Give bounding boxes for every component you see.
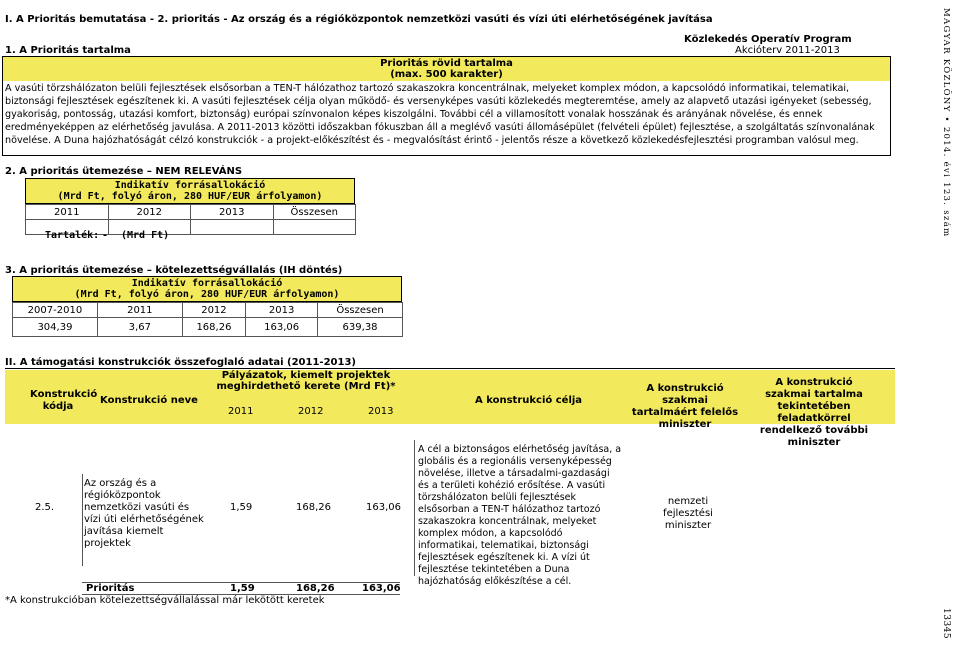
table-cell: 304,39 — [13, 318, 98, 337]
reserve-value: - — [102, 230, 109, 241]
commitment-table — [12, 302, 403, 337]
divider — [414, 440, 415, 576]
allocation-title: Indikatív forrásallokáció — [114, 180, 266, 191]
commitment-subtitle: (Mrd Ft, folyó áron, 280 HUF/EUR árfolyamon) — [74, 289, 340, 300]
table-cell: 639,38 — [318, 318, 403, 337]
divider — [5, 368, 895, 369]
table-cell: 3,67 — [97, 318, 182, 337]
year-header: 2013 — [368, 406, 394, 417]
total-2011: 1,59 — [230, 583, 255, 594]
journal-margin-label: MAGYAR KÖZLÖNY • 2014. évi 123. szám — [941, 8, 951, 238]
row-name: Az ország és a régióközpontok nemzetközi vasúti és vízi úti elérhetőségének javítása kiemelt projektek — [84, 478, 204, 549]
reserve-unit: (Mrd Ft) — [121, 230, 170, 241]
summary-text: A vasúti törzshálózaton belüli fejlesztések elsősorban a TEN-T hálózathoz tartozó szakaszokra koncentrálnak, melyeket komplex módon, a kapcsolódó informatikai, telematikai, biztonsági fejlesztések egészítenek ki. A vasúti fejlesztések célja olyan működő- és versenyképes vasúti közlekedés megteremtése, amely az alapvető utazási igényeket (sebesség, gyakoriság, pontosság, utazási komfort, biztonság) európai színvonalon képes kiszolgálni. További cél a villamosított vonalak hosszának és arányának növelése, és ennek eredményeképpen az elérhetőség javulása. A 2011-2013 közötti időszakban fókuszban áll a meglévő vasúti állomásépület (felvételi épület) fejlesztése, a szolgáltatás színvonalának növelése. A Duna hajózhatóságát célzó konstrukciók - a projekt-előkészítést és - megvalósítást érintő - jelentős része a következő közlekedésfejlesztési programban valósul meg. — [5, 83, 875, 146]
constructions-heading: II. A támogatási konstrukciók összefoglaló adatai (2011-2013) — [5, 357, 356, 368]
commitment-header-box — [12, 276, 402, 302]
col-header: Összesen — [318, 303, 403, 318]
year-header: 2011 — [228, 406, 254, 417]
col-header: 2012 — [108, 205, 191, 220]
col-frame-header: Pályázatok, kiemelt projektek — [221, 370, 391, 381]
year-header: 2012 — [298, 406, 324, 417]
divider — [82, 474, 83, 566]
col-header: 2013 — [246, 303, 318, 318]
commitment-title: Indikatív forrásallokáció — [131, 278, 283, 289]
schedule-heading — [5, 166, 242, 178]
col-header: 2011 — [97, 303, 182, 318]
row-goal: A cél a biztonságos elérhetőség javítása, a globális és a regionális versenyképesség növelése, illetve a társadalmi-gazdasági és a területi kohézió erősítése. A vasúti törzshálózaton belüli fejlesztések elsősorban a TEN-T hálózathoz tartozó szakaszokra koncentrálnak, melyeket komplex módon, a kapcsolódó informatikai, telematikai, biztonsági fejlesztések egészítenek ki. A vízi út fejlesztése tekintetében a Duna hajózhatóság előkészítése a cél. — [418, 444, 622, 587]
table-cell: 163,06 — [246, 318, 318, 337]
summary-title: Prioritás rövid tartalma — [380, 58, 513, 69]
action-plan-label: Akcióterv 2011-2013 — [735, 45, 840, 56]
document-title: I. A Prioritás bemutatása - 2. prioritás - Az ország és a régióközpontok nemzetközi vasúti és vízi úti elérhetőségének javítása — [5, 14, 713, 25]
schedule-heading-emph: NEM RELEVÁNS — [155, 166, 243, 177]
summary-title-limit: (max. 500 karakter) — [390, 69, 503, 80]
col-header: 2011 — [26, 205, 109, 220]
col-other-minister-header: A konstrukció szakmai tartalma tekintetében feladatkörrel rendelkező további miniszter — [759, 377, 869, 448]
col-goal-header: A konstrukció célja — [475, 395, 583, 406]
col-header: 2013 — [191, 205, 274, 220]
row-2012: 168,26 — [296, 502, 331, 513]
row-2013: 163,06 — [366, 502, 401, 513]
table-cell: 168,26 — [182, 318, 245, 337]
col-minister-header: A konstrukció szakmai tartalmáért felelős miniszter — [631, 383, 739, 430]
row-code: 2.5. — [35, 502, 55, 513]
row-minister: nemzeti fejlesztési miniszter — [663, 496, 713, 531]
total-2013: 163,06 — [362, 583, 401, 594]
reserve-label: Tartalék: — [45, 230, 100, 241]
table-cell — [273, 220, 356, 235]
schedule-heading-prefix: 2. A prioritás ütemezése – — [5, 166, 156, 177]
col-frame-header-2: meghirdethető kerete (Mrd Ft)* — [216, 381, 396, 392]
summary-box — [2, 56, 891, 156]
page-number: 13345 — [941, 608, 951, 640]
total-label: Prioritás — [86, 583, 135, 594]
allocation-header-box — [25, 178, 355, 204]
footnote: *A konstrukcióban kötelezettségvállalással már lekötött keretek — [5, 595, 325, 606]
section-title: 1. A Prioritás tartalma — [5, 45, 131, 56]
allocation-subtitle: (Mrd Ft, folyó áron, 280 HUF/EUR árfolyamon) — [57, 191, 323, 202]
col-header: 2012 — [182, 303, 245, 318]
col-header: 2007-2010 — [13, 303, 98, 318]
row-2011: 1,59 — [230, 502, 253, 513]
col-name-header: Konstrukció neve — [100, 395, 198, 406]
col-header: Összesen — [273, 205, 356, 220]
commitment-heading: 3. A prioritás ütemezése – kötelezettségvállalás (IH döntés) — [5, 265, 343, 276]
program-name: Közlekedés Operatív Program — [684, 34, 852, 45]
col-code-header: Konstrukció kódja — [30, 389, 98, 412]
total-2012: 168,26 — [296, 583, 335, 594]
table-cell — [191, 220, 274, 235]
